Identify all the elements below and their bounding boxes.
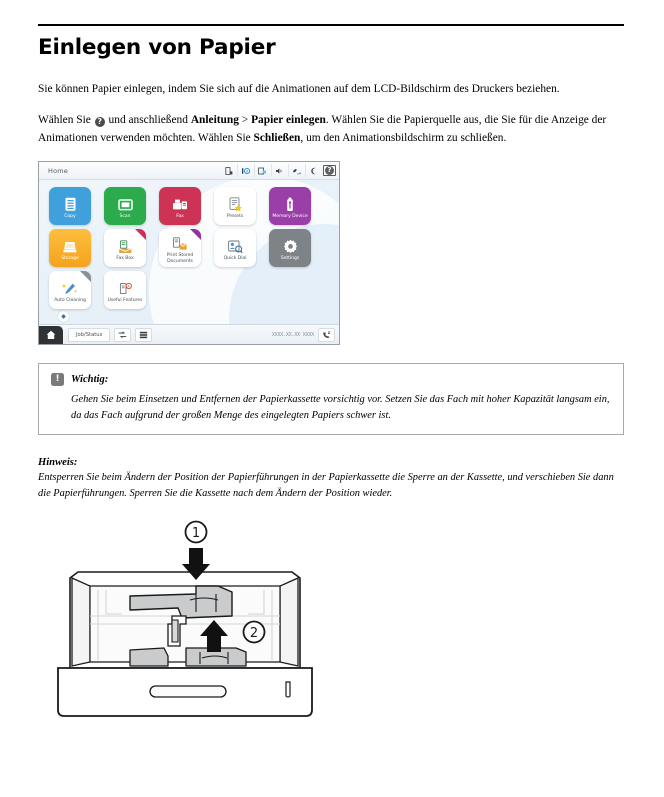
lcd-panel [38,161,340,345]
note-block [38,457,624,501]
auto-cleaning-icon [62,277,78,296]
tile-label: Fax [176,214,184,220]
tile-label: Storage [61,256,79,262]
instruction-paragraph [38,112,624,147]
note-title: Hinweis: [38,457,78,469]
svg-text:A: A [126,284,130,289]
instruction-part3: . Wählen Sie die Papierquelle aus, die Sie für die Anzeige der Animationen verwenden möchten. Wählen Sie [38,114,607,144]
important-title: Wichtig: [71,374,109,386]
job-queue-icon[interactable] [114,328,131,342]
useful-features-icon [118,277,133,296]
lcd-help-icon[interactable]: ? [325,166,334,175]
tile-label: Fax Box [116,256,134,262]
paper-status-icon[interactable] [221,164,236,177]
important-header [51,373,611,386]
instruction-part1: Wählen Sie [38,114,91,127]
memory-device-icon [285,193,295,212]
speaker-icon[interactable] [271,164,287,177]
tile-quick-dial[interactable] [214,229,256,267]
paper-cassette-diagram [50,520,320,725]
instruction-bold-papier-einlegen: Papier einlegen [251,114,326,127]
quick-dial-icon [227,235,243,254]
tile-storage[interactable] [49,229,91,267]
exclamation-icon: ! [51,373,64,386]
tile-label: Auto Cleaning [54,298,86,304]
callout-2-number: 2 [249,625,259,641]
job-status-button[interactable]: Job/Status [68,328,110,342]
tile-copy[interactable] [49,187,91,225]
corner-marker [135,229,146,240]
tile-label: Presets [226,214,244,220]
scan-icon [118,193,133,212]
fax-line-icon[interactable] [318,328,335,342]
print-stored-documents-icon [172,232,188,251]
tile-auto-cleaning[interactable] [49,271,91,309]
lcd-tile-grid [39,180,339,309]
tile-label: Print Stored Documents [166,253,194,264]
svg-text:off: off [297,171,301,175]
copy-icon [64,193,77,212]
status-icon-group [221,164,339,177]
home-icon[interactable] [39,326,63,344]
lcd-home-label: Home [48,166,68,175]
tile-settings[interactable] [269,229,311,267]
important-text: Gehen Sie beim Einsetzen und Entfernen der Papierkassette vorsichtig vor. Setzen Sie das Fach mit hoher Kapazität langsam ein, da das Fach aufgrund der großen Menge des eingelegten Papiers schwer ist. [71,394,610,421]
bottom-bar-right [272,328,339,342]
tile-memory-device[interactable] [269,187,311,225]
callout-1-number: 1 [191,525,201,541]
corner-marker [80,271,91,282]
instruction-bold-anleitung: Anleitung [190,114,239,127]
tile-label: Memory Device [272,214,308,220]
fax-box-icon [118,235,133,254]
info-icon[interactable] [237,164,253,177]
note-text: Entsperren Sie beim Ändern der Position der Papierführungen in der Papierkassette die Sperre an der Kassette, und verschieben Sie dann die Papierführungen. Sperren Sie die Kassette nach dem Ändern der Position wieder. [38,472,614,499]
network-document-icon[interactable] [254,164,270,177]
datetime-display: XXXX.XX.XX XXXX [271,331,314,338]
presets-icon [228,193,243,212]
tile-print-stored-documents[interactable] [159,229,201,267]
page-content [38,24,624,725]
tile-label: Settings [280,256,300,262]
tile-fax[interactable] [159,187,201,225]
instruction-part2: und anschließend [108,114,188,127]
instruction-separator: > [241,114,249,127]
page-title: Einlegen von Papier [38,34,276,60]
fax-icon [172,193,188,212]
scroll-down-indicator[interactable]: ◆ [58,311,69,322]
help-icon: ? [95,117,105,127]
help-icon-highlight-box[interactable] [323,165,336,176]
sleep-moon-icon[interactable] [305,164,321,177]
lcd-screenshot [38,161,342,345]
lcd-status-bar [39,162,339,180]
instruction-bold-schliessen: Schließen [253,131,301,144]
tile-useful-features[interactable] [104,271,146,309]
important-callout-box [38,363,624,435]
tile-label: Useful Features [107,298,143,304]
cassette-svg [50,520,320,725]
lcd-bottom-bar [39,324,339,344]
instruction-part4: , um den Animationsbildschirm zu schließen. [300,131,507,144]
layout-icon[interactable] [135,328,152,342]
tile-label: Copy [64,214,76,220]
tile-presets[interactable] [214,187,256,225]
settings-icon [283,235,298,254]
tile-label: Scan [119,214,131,220]
tile-fax-box[interactable] [104,229,146,267]
eco-off-icon[interactable] [288,164,304,177]
storage-icon [62,235,78,254]
intro-paragraph: Sie können Papier einlegen, indem Sie sich auf die Animationen auf dem LCD-Bildschirm des Druckers beziehen. [38,83,560,96]
header-rule [38,24,624,26]
tile-scan[interactable] [104,187,146,225]
tile-label: Quick Dial [223,256,247,262]
corner-marker [190,229,201,240]
